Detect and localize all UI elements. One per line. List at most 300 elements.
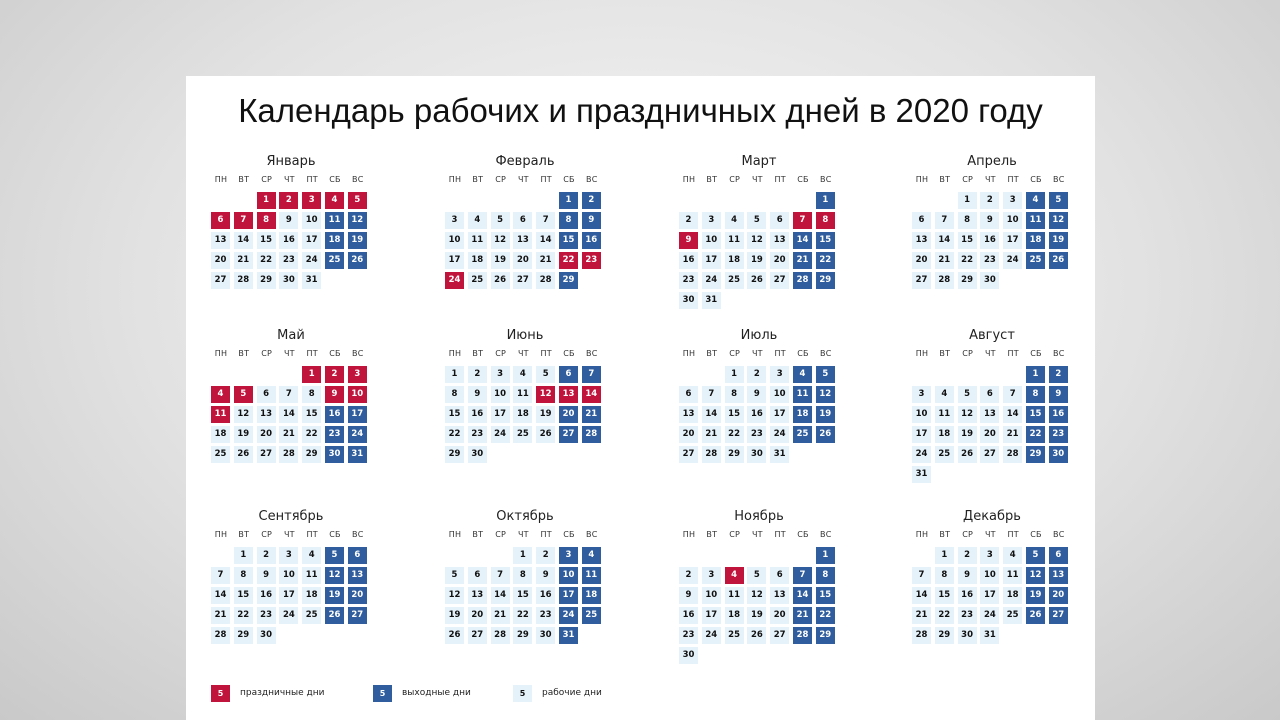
day-cell-workday: 4 <box>725 212 744 229</box>
day-cell-workday: 17 <box>279 587 298 604</box>
day-cell-weekend: 19 <box>1049 232 1068 249</box>
weekday-label: ЧТ <box>518 349 529 358</box>
day-cell-workday: 29 <box>958 272 977 289</box>
day-cell-workday: 23 <box>958 607 977 624</box>
day-cell-workday: 21 <box>211 607 230 624</box>
day-cell-holiday: 4 <box>725 567 744 584</box>
day-cell-workday: 12 <box>445 587 464 604</box>
day-cell-workday: 6 <box>980 386 999 403</box>
day-cell-workday: 6 <box>770 567 789 584</box>
day-cell-weekend: 7 <box>793 567 812 584</box>
day-cell-weekend: 2 <box>582 192 601 209</box>
day-cell-workday: 7 <box>536 212 555 229</box>
weekday-label: СР <box>261 175 272 184</box>
month-name: Июнь <box>506 328 544 343</box>
day-cell-weekend: 15 <box>816 232 835 249</box>
day-cell-workday: 14 <box>912 587 931 604</box>
day-cell-weekend: 19 <box>348 232 367 249</box>
day-cell-workday: 24 <box>980 607 999 624</box>
day-cell-workday: 18 <box>935 426 954 443</box>
day-cell-workday: 20 <box>770 607 789 624</box>
weekday-label: ВТ <box>472 530 484 539</box>
day-cell-weekend: 20 <box>1049 587 1068 604</box>
day-cell-workday: 8 <box>935 567 954 584</box>
month-name: Октябрь <box>496 509 554 524</box>
day-cell-workday: 17 <box>770 406 789 423</box>
day-cell-workday: 20 <box>770 252 789 269</box>
day-cell-weekend: 31 <box>348 446 367 463</box>
day-cell-workday: 19 <box>747 607 766 624</box>
day-cell-workday: 1 <box>958 192 977 209</box>
day-cell-workday: 12 <box>234 406 253 423</box>
day-cell-workday: 3 <box>702 212 721 229</box>
day-cell-weekend: 16 <box>1049 406 1068 423</box>
day-cell-workday: 17 <box>491 406 510 423</box>
weekday-label: ПТ <box>774 175 786 184</box>
days-grid <box>211 547 371 677</box>
weekday-label: СБ <box>797 175 809 184</box>
day-cell-weekend: 14 <box>793 232 812 249</box>
day-cell-workday: 2 <box>958 547 977 564</box>
weekday-label: СР <box>962 175 973 184</box>
day-cell-workday: 26 <box>234 446 253 463</box>
day-cell-workday: 14 <box>702 406 721 423</box>
day-cell-weekend: 21 <box>793 252 812 269</box>
day-cell-workday: 10 <box>1003 212 1022 229</box>
day-cell-workday: 4 <box>513 366 532 383</box>
weekday-header <box>211 530 371 544</box>
legend-swatch-workday: 5 <box>513 685 532 702</box>
day-cell-workday: 6 <box>513 212 532 229</box>
day-cell-weekend: 26 <box>325 607 344 624</box>
day-cell-workday: 30 <box>747 446 766 463</box>
day-cell-weekend: 4 <box>582 547 601 564</box>
day-cell-workday: 15 <box>935 587 954 604</box>
day-cell-workday: 10 <box>279 567 298 584</box>
day-cell-workday: 22 <box>958 252 977 269</box>
day-cell-workday: 28 <box>491 627 510 644</box>
day-cell-workday: 16 <box>468 406 487 423</box>
day-cell-workday: 28 <box>279 446 298 463</box>
day-cell-workday: 11 <box>725 232 744 249</box>
day-cell-weekend: 26 <box>816 426 835 443</box>
day-cell-weekend: 19 <box>1026 587 1045 604</box>
day-cell-weekend: 6 <box>348 547 367 564</box>
day-cell-workday: 15 <box>725 406 744 423</box>
day-cell-weekend: 22 <box>816 607 835 624</box>
day-cell-workday: 24 <box>302 252 321 269</box>
day-cell-weekend: 1 <box>1026 366 1045 383</box>
day-cell-weekend: 21 <box>793 607 812 624</box>
day-cell-workday: 3 <box>912 386 931 403</box>
day-cell-workday: 27 <box>679 446 698 463</box>
day-cell-weekend: 15 <box>559 232 578 249</box>
day-cell-workday: 11 <box>1003 567 1022 584</box>
day-cell-workday: 29 <box>234 627 253 644</box>
day-cell-workday: 3 <box>980 547 999 564</box>
weekday-label: СР <box>261 349 272 358</box>
day-cell-weekend: 16 <box>582 232 601 249</box>
day-cell-workday: 2 <box>536 547 555 564</box>
day-cell-workday: 15 <box>958 232 977 249</box>
month-name: Май <box>277 328 305 343</box>
day-cell-workday: 22 <box>445 426 464 443</box>
day-cell-workday: 30 <box>536 627 555 644</box>
day-cell-workday: 24 <box>1003 252 1022 269</box>
day-cell-holiday: 4 <box>325 192 344 209</box>
day-cell-workday: 17 <box>702 252 721 269</box>
day-cell-workday: 21 <box>912 607 931 624</box>
day-cell-workday: 3 <box>702 567 721 584</box>
weekday-label: СБ <box>563 349 575 358</box>
day-cell-workday: 10 <box>491 386 510 403</box>
weekday-label: ПН <box>682 349 696 358</box>
day-cell-workday: 13 <box>468 587 487 604</box>
day-cell-workday: 26 <box>747 272 766 289</box>
day-cell-weekend: 24 <box>348 426 367 443</box>
weekday-label: ЧТ <box>518 530 529 539</box>
day-cell-workday: 13 <box>770 232 789 249</box>
day-cell-workday: 2 <box>468 366 487 383</box>
weekday-label: ЧТ <box>284 349 295 358</box>
weekday-label: ПН <box>915 349 929 358</box>
weekday-label: СР <box>495 349 506 358</box>
weekday-label: ЧТ <box>518 175 529 184</box>
day-cell-workday: 28 <box>702 446 721 463</box>
day-cell-workday: 10 <box>445 232 464 249</box>
day-cell-workday: 28 <box>536 272 555 289</box>
day-cell-weekend: 23 <box>325 426 344 443</box>
day-cell-workday: 17 <box>980 587 999 604</box>
day-cell-workday: 21 <box>702 426 721 443</box>
weekday-label: ПТ <box>1007 175 1019 184</box>
day-cell-workday: 2 <box>257 547 276 564</box>
day-cell-workday: 27 <box>770 272 789 289</box>
day-cell-workday: 9 <box>257 567 276 584</box>
weekday-label: ЧТ <box>985 530 996 539</box>
weekday-label: ПН <box>682 530 696 539</box>
day-cell-workday: 28 <box>912 627 931 644</box>
day-cell-workday: 25 <box>211 446 230 463</box>
day-cell-workday: 11 <box>935 406 954 423</box>
day-cell-workday: 3 <box>491 366 510 383</box>
day-cell-workday: 22 <box>234 607 253 624</box>
weekday-label: ПН <box>214 349 228 358</box>
day-cell-workday: 26 <box>445 627 464 644</box>
day-cell-weekend: 11 <box>793 386 812 403</box>
day-cell-weekend: 15 <box>816 587 835 604</box>
day-cell-weekend: 14 <box>793 587 812 604</box>
day-cell-weekend: 12 <box>816 386 835 403</box>
calendar-card <box>186 76 1095 720</box>
weekday-label: СР <box>729 530 740 539</box>
days-grid <box>445 192 605 322</box>
day-cell-weekend: 12 <box>1026 567 1045 584</box>
day-cell-weekend: 13 <box>348 567 367 584</box>
day-cell-workday: 10 <box>770 386 789 403</box>
day-cell-workday: 18 <box>468 252 487 269</box>
day-cell-holiday: 23 <box>582 252 601 269</box>
day-cell-workday: 28 <box>1003 446 1022 463</box>
weekday-header <box>445 349 605 363</box>
weekday-label: ВС <box>1053 349 1065 358</box>
weekday-label: ВТ <box>706 530 718 539</box>
day-cell-workday: 11 <box>302 567 321 584</box>
day-cell-workday: 10 <box>912 406 931 423</box>
day-cell-workday: 16 <box>958 587 977 604</box>
day-cell-weekend: 29 <box>816 627 835 644</box>
day-cell-weekend: 28 <box>582 426 601 443</box>
day-cell-holiday: 3 <box>302 192 321 209</box>
weekday-label: СБ <box>1030 530 1042 539</box>
day-cell-weekend: 24 <box>559 607 578 624</box>
day-cell-workday: 25 <box>302 607 321 624</box>
day-cell-workday: 21 <box>1003 426 1022 443</box>
weekday-header <box>211 175 371 189</box>
day-cell-holiday: 7 <box>793 212 812 229</box>
day-cell-workday: 1 <box>234 547 253 564</box>
day-cell-workday: 28 <box>211 627 230 644</box>
day-cell-holiday: 10 <box>348 386 367 403</box>
day-cell-holiday: 3 <box>348 366 367 383</box>
day-cell-workday: 18 <box>513 406 532 423</box>
weekday-label: ВС <box>352 349 364 358</box>
day-cell-holiday: 6 <box>211 212 230 229</box>
weekday-label: ВС <box>820 530 832 539</box>
weekday-label: ВС <box>1053 530 1065 539</box>
days-grid <box>211 366 371 496</box>
day-cell-weekend: 12 <box>1049 212 1068 229</box>
month-name: Сентябрь <box>258 509 324 524</box>
day-cell-workday: 16 <box>536 587 555 604</box>
day-cell-workday: 23 <box>679 272 698 289</box>
days-grid <box>679 366 839 496</box>
day-cell-weekend: 26 <box>1049 252 1068 269</box>
day-cell-weekend: 17 <box>348 406 367 423</box>
day-cell-holiday: 12 <box>536 386 555 403</box>
day-cell-weekend: 12 <box>325 567 344 584</box>
day-cell-workday: 2 <box>679 567 698 584</box>
days-grid <box>912 192 1072 322</box>
weekday-label: ВС <box>820 349 832 358</box>
day-cell-workday: 14 <box>491 587 510 604</box>
day-cell-weekend: 15 <box>1026 406 1045 423</box>
weekday-header <box>912 175 1072 189</box>
day-cell-workday: 29 <box>513 627 532 644</box>
day-cell-weekend: 25 <box>582 607 601 624</box>
day-cell-workday: 23 <box>279 252 298 269</box>
weekday-label: ПН <box>214 530 228 539</box>
day-cell-workday: 20 <box>257 426 276 443</box>
day-cell-workday: 30 <box>279 272 298 289</box>
day-cell-workday: 25 <box>513 426 532 443</box>
day-cell-weekend: 20 <box>348 587 367 604</box>
day-cell-weekend: 30 <box>1049 446 1068 463</box>
day-cell-workday: 27 <box>513 272 532 289</box>
day-cell-workday: 16 <box>679 607 698 624</box>
day-cell-workday: 27 <box>211 272 230 289</box>
day-cell-weekend: 1 <box>559 192 578 209</box>
weekday-header <box>679 349 839 363</box>
day-cell-workday: 9 <box>279 212 298 229</box>
day-cell-workday: 5 <box>958 386 977 403</box>
day-cell-workday: 12 <box>747 232 766 249</box>
day-cell-workday: 18 <box>302 587 321 604</box>
day-cell-workday: 3 <box>445 212 464 229</box>
weekday-label: ПТ <box>774 349 786 358</box>
day-cell-workday: 14 <box>1003 406 1022 423</box>
day-cell-holiday: 8 <box>257 212 276 229</box>
weekday-label: СБ <box>1030 349 1042 358</box>
day-cell-workday: 10 <box>702 232 721 249</box>
day-cell-weekend: 27 <box>1049 607 1068 624</box>
day-cell-weekend: 25 <box>1026 252 1045 269</box>
weekday-label: ПН <box>214 175 228 184</box>
weekday-header <box>679 530 839 544</box>
day-cell-workday: 19 <box>234 426 253 443</box>
day-cell-weekend: 27 <box>559 426 578 443</box>
day-cell-workday: 21 <box>935 252 954 269</box>
day-cell-workday: 16 <box>747 406 766 423</box>
day-cell-workday: 26 <box>958 446 977 463</box>
day-cell-workday: 20 <box>679 426 698 443</box>
day-cell-weekend: 1 <box>816 547 835 564</box>
day-cell-workday: 6 <box>468 567 487 584</box>
day-cell-holiday: 1 <box>257 192 276 209</box>
day-cell-workday: 5 <box>536 366 555 383</box>
day-cell-workday: 31 <box>980 627 999 644</box>
weekday-label: СБ <box>563 530 575 539</box>
day-cell-workday: 29 <box>445 446 464 463</box>
weekday-label: СБ <box>797 349 809 358</box>
day-cell-workday: 18 <box>211 426 230 443</box>
day-cell-workday: 13 <box>912 232 931 249</box>
days-grid <box>211 192 371 322</box>
day-cell-weekend: 25 <box>325 252 344 269</box>
day-cell-workday: 4 <box>302 547 321 564</box>
weekday-header <box>679 175 839 189</box>
day-cell-weekend: 25 <box>793 426 812 443</box>
weekday-label: ВС <box>352 175 364 184</box>
day-cell-workday: 30 <box>257 627 276 644</box>
weekday-label: ВТ <box>939 175 951 184</box>
weekday-label: СР <box>495 175 506 184</box>
day-cell-weekend: 9 <box>1049 386 1068 403</box>
day-cell-workday: 4 <box>468 212 487 229</box>
day-cell-workday: 3 <box>770 366 789 383</box>
weekday-label: ЧТ <box>284 530 295 539</box>
day-cell-workday: 19 <box>491 252 510 269</box>
weekday-label: ПН <box>448 175 462 184</box>
day-cell-workday: 26 <box>747 627 766 644</box>
day-cell-workday: 7 <box>935 212 954 229</box>
day-cell-workday: 12 <box>747 587 766 604</box>
legend-label-weekend: выходные дни <box>402 688 471 698</box>
day-cell-workday: 25 <box>725 627 744 644</box>
day-cell-workday: 30 <box>679 647 698 664</box>
day-cell-workday: 27 <box>912 272 931 289</box>
day-cell-workday: 13 <box>257 406 276 423</box>
day-cell-workday: 23 <box>747 426 766 443</box>
day-cell-workday: 7 <box>211 567 230 584</box>
day-cell-weekend: 13 <box>1049 567 1068 584</box>
day-cell-weekend: 1 <box>816 192 835 209</box>
day-cell-weekend: 26 <box>348 252 367 269</box>
day-cell-workday: 9 <box>747 386 766 403</box>
day-cell-workday: 17 <box>702 607 721 624</box>
weekday-label: СР <box>962 530 973 539</box>
day-cell-workday: 7 <box>912 567 931 584</box>
weekday-label: ВТ <box>706 175 718 184</box>
month-name: Декабрь <box>963 509 1021 524</box>
weekday-label: ПТ <box>540 175 552 184</box>
month-name: Апрель <box>967 154 1017 169</box>
day-cell-workday: 3 <box>1003 192 1022 209</box>
day-cell-weekend: 22 <box>1026 426 1045 443</box>
day-cell-holiday: 9 <box>325 386 344 403</box>
day-cell-workday: 9 <box>679 587 698 604</box>
legend-swatch-holiday: 5 <box>211 685 230 702</box>
weekday-header <box>445 175 605 189</box>
day-cell-workday: 19 <box>958 426 977 443</box>
weekday-label: СР <box>962 349 973 358</box>
day-cell-workday: 31 <box>770 446 789 463</box>
day-cell-weekend: 17 <box>559 587 578 604</box>
day-cell-workday: 22 <box>257 252 276 269</box>
day-cell-weekend: 26 <box>1026 607 1045 624</box>
day-cell-weekend: 29 <box>559 272 578 289</box>
day-cell-workday: 29 <box>725 446 744 463</box>
day-cell-holiday: 2 <box>279 192 298 209</box>
month-name: Март <box>741 154 777 169</box>
day-cell-weekend: 30 <box>325 446 344 463</box>
day-cell-workday: 24 <box>279 607 298 624</box>
day-cell-workday: 17 <box>445 252 464 269</box>
day-cell-workday: 18 <box>1003 587 1022 604</box>
day-cell-workday: 1 <box>513 547 532 564</box>
day-cell-workday: 10 <box>702 587 721 604</box>
day-cell-workday: 5 <box>747 212 766 229</box>
day-cell-workday: 6 <box>770 212 789 229</box>
day-cell-workday: 28 <box>935 272 954 289</box>
day-cell-workday: 10 <box>980 567 999 584</box>
day-cell-workday: 20 <box>513 252 532 269</box>
day-cell-workday: 8 <box>725 386 744 403</box>
month-name: Февраль <box>495 154 555 169</box>
day-cell-weekend: 27 <box>348 607 367 624</box>
day-cell-workday: 14 <box>211 587 230 604</box>
day-cell-workday: 13 <box>770 587 789 604</box>
weekday-header <box>912 349 1072 363</box>
day-cell-workday: 6 <box>679 386 698 403</box>
day-cell-workday: 4 <box>935 386 954 403</box>
weekday-label: ВС <box>586 530 598 539</box>
day-cell-workday: 20 <box>468 607 487 624</box>
weekday-label: ВС <box>586 349 598 358</box>
weekday-header <box>211 349 371 363</box>
day-cell-workday: 16 <box>257 587 276 604</box>
weekday-label: ВТ <box>472 349 484 358</box>
day-cell-weekend: 11 <box>1026 212 1045 229</box>
weekday-label: ВТ <box>939 349 951 358</box>
day-cell-workday: 18 <box>725 252 744 269</box>
weekday-label: ВТ <box>238 349 250 358</box>
weekday-label: ВС <box>820 175 832 184</box>
day-cell-weekend: 8 <box>816 567 835 584</box>
day-cell-weekend: 8 <box>1026 386 1045 403</box>
day-cell-workday: 12 <box>958 406 977 423</box>
day-cell-workday: 7 <box>491 567 510 584</box>
